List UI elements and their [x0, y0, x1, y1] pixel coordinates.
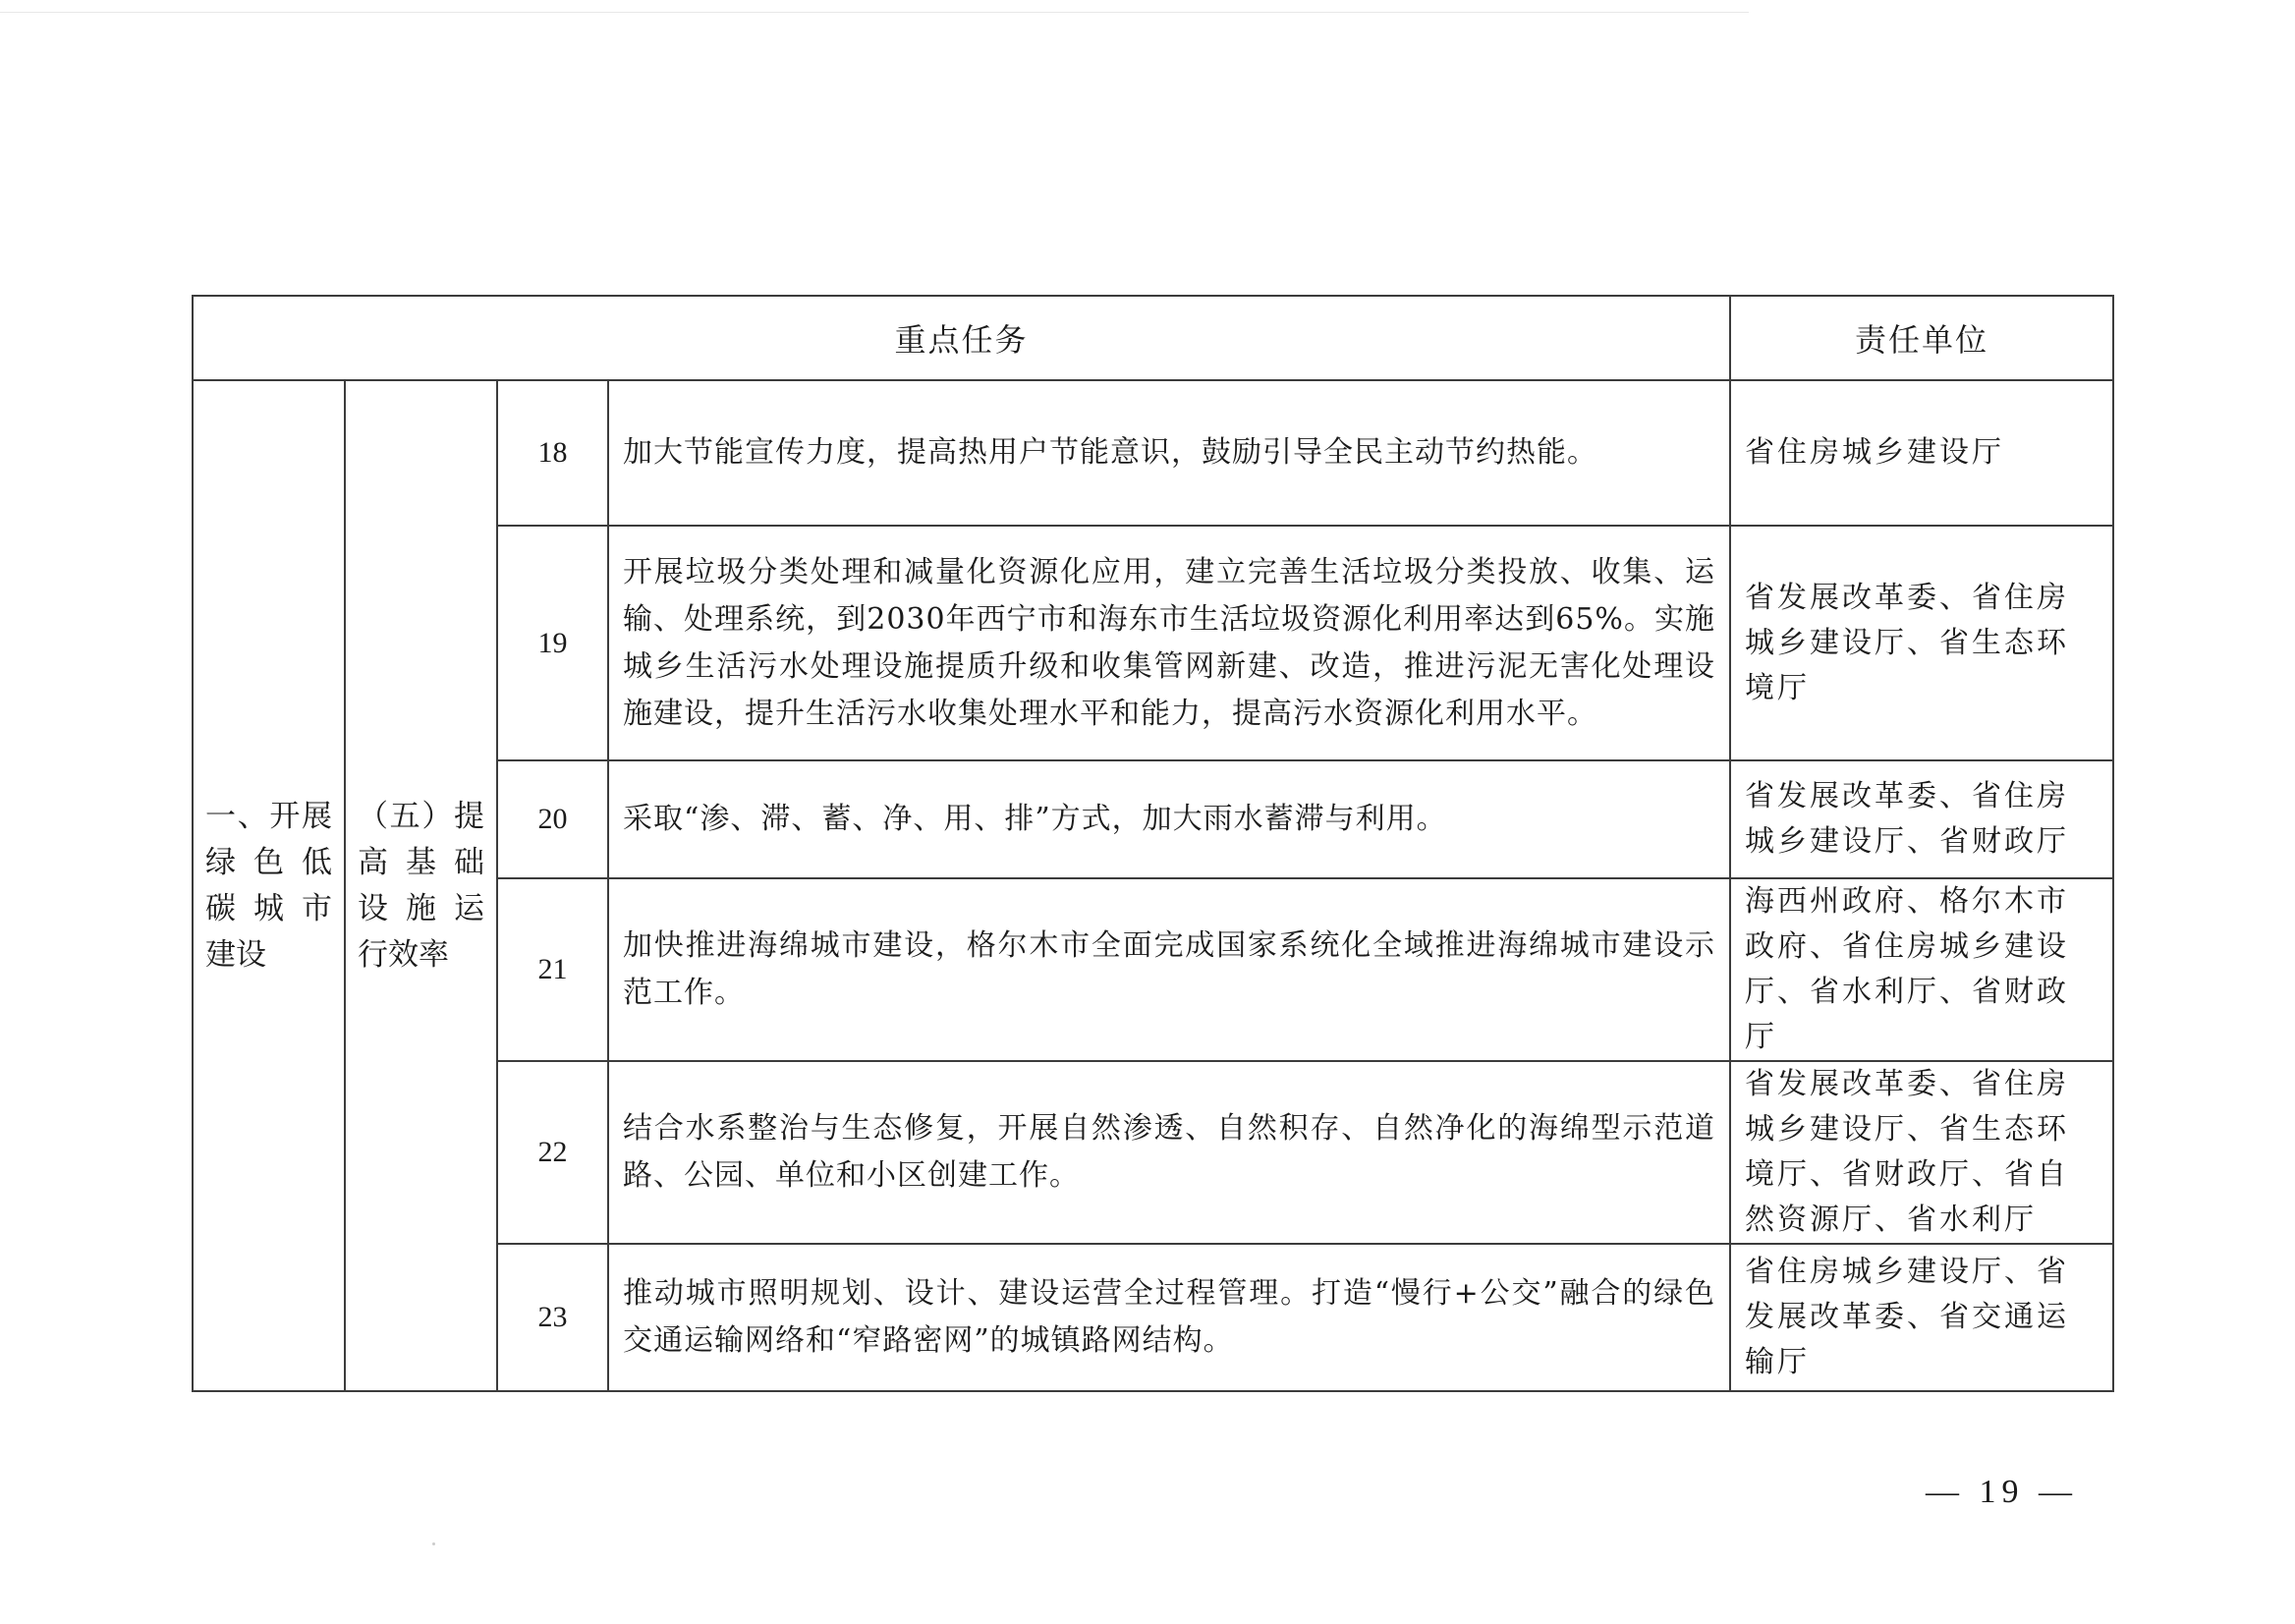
row-number: 19 — [497, 526, 608, 760]
row-number: 21 — [497, 878, 608, 1061]
task-text: 加快推进海绵城市建设，格尔木市全面完成国家系统化全域推进海绵城市建设示范工作。 — [608, 878, 1730, 1061]
responsible-unit: 省发展改革委、省住房城乡建设厅、省生态环境厅、省财政厅、省自然资源厅、省水利厅 — [1730, 1061, 2113, 1244]
responsible-unit: 省发展改革委、省住房城乡建设厅、省生态环境厅 — [1730, 526, 2113, 760]
task-text: 采取“渗、滞、蓄、净、用、排”方式，加大雨水蓄滞与利用。 — [608, 760, 1730, 878]
key-tasks-table — [192, 295, 2114, 1392]
subcategory-line: （五）提 — [358, 798, 484, 834]
page-number: — 19 — — [1926, 1474, 2078, 1510]
task-text: 加大节能宣传力度，提高热用户节能意识，鼓励引导全民主动节约热能。 — [608, 380, 1730, 526]
category-cell — [193, 380, 345, 1391]
scan-artifact — [432, 1542, 435, 1545]
header-key-tasks: 重点任务 — [193, 296, 1730, 380]
category-line: 绿 色 低 — [205, 844, 332, 880]
header-responsible-unit: 责任单位 — [1730, 296, 2113, 380]
responsible-unit: 海西州政府、格尔木市政府、省住房城乡建设厅、省水利厅、省财政厅 — [1730, 878, 2113, 1061]
task-text: 开展垃圾分类处理和减量化资源化应用，建立完善生活垃圾分类投放、收集、运输、处理系统，到2030年西宁市和海东市生活垃圾资源化利用率达到65%。实施城乡生活污水处理设施提质升级和收集管网新建、改造，推进污泥无害化处理设施建设，提升生活污水收集处理水平和能力，提高污水资源化利用水平。 — [608, 526, 1730, 760]
responsible-unit: 省发展改革委、省住房城乡建设厅、省财政厅 — [1730, 760, 2113, 878]
row-number: 18 — [497, 380, 608, 526]
responsible-unit: 省住房城乡建设厅 — [1730, 380, 2113, 526]
task-text: 推动城市照明规划、设计、建设运营全过程管理。打造“慢行+公交”融合的绿色交通运输网络和“窄路密网”的城镇路网结构。 — [608, 1244, 1730, 1391]
category-line: 一、开展 — [205, 798, 332, 834]
category-line: 建设 — [205, 936, 266, 973]
row-number: 23 — [497, 1244, 608, 1391]
subcategory-cell — [345, 380, 497, 1391]
subcategory-line: 设 施 运 — [358, 890, 484, 926]
category-line: 碳 城 市 — [205, 890, 332, 926]
table-header-row — [193, 296, 2113, 380]
row-number: 20 — [497, 760, 608, 878]
responsible-unit: 省住房城乡建设厅、省发展改革委、省交通运输厅 — [1730, 1244, 2113, 1391]
subcategory-line: 行效率 — [358, 936, 449, 973]
subcategory-line: 高 基 础 — [358, 844, 484, 880]
scan-edge-line — [0, 12, 1749, 13]
table-row — [193, 380, 2113, 526]
row-number: 22 — [497, 1061, 608, 1244]
task-text: 结合水系整治与生态修复，开展自然渗透、自然积存、自然净化的海绵型示范道路、公园、单位和小区创建工作。 — [608, 1061, 1730, 1244]
